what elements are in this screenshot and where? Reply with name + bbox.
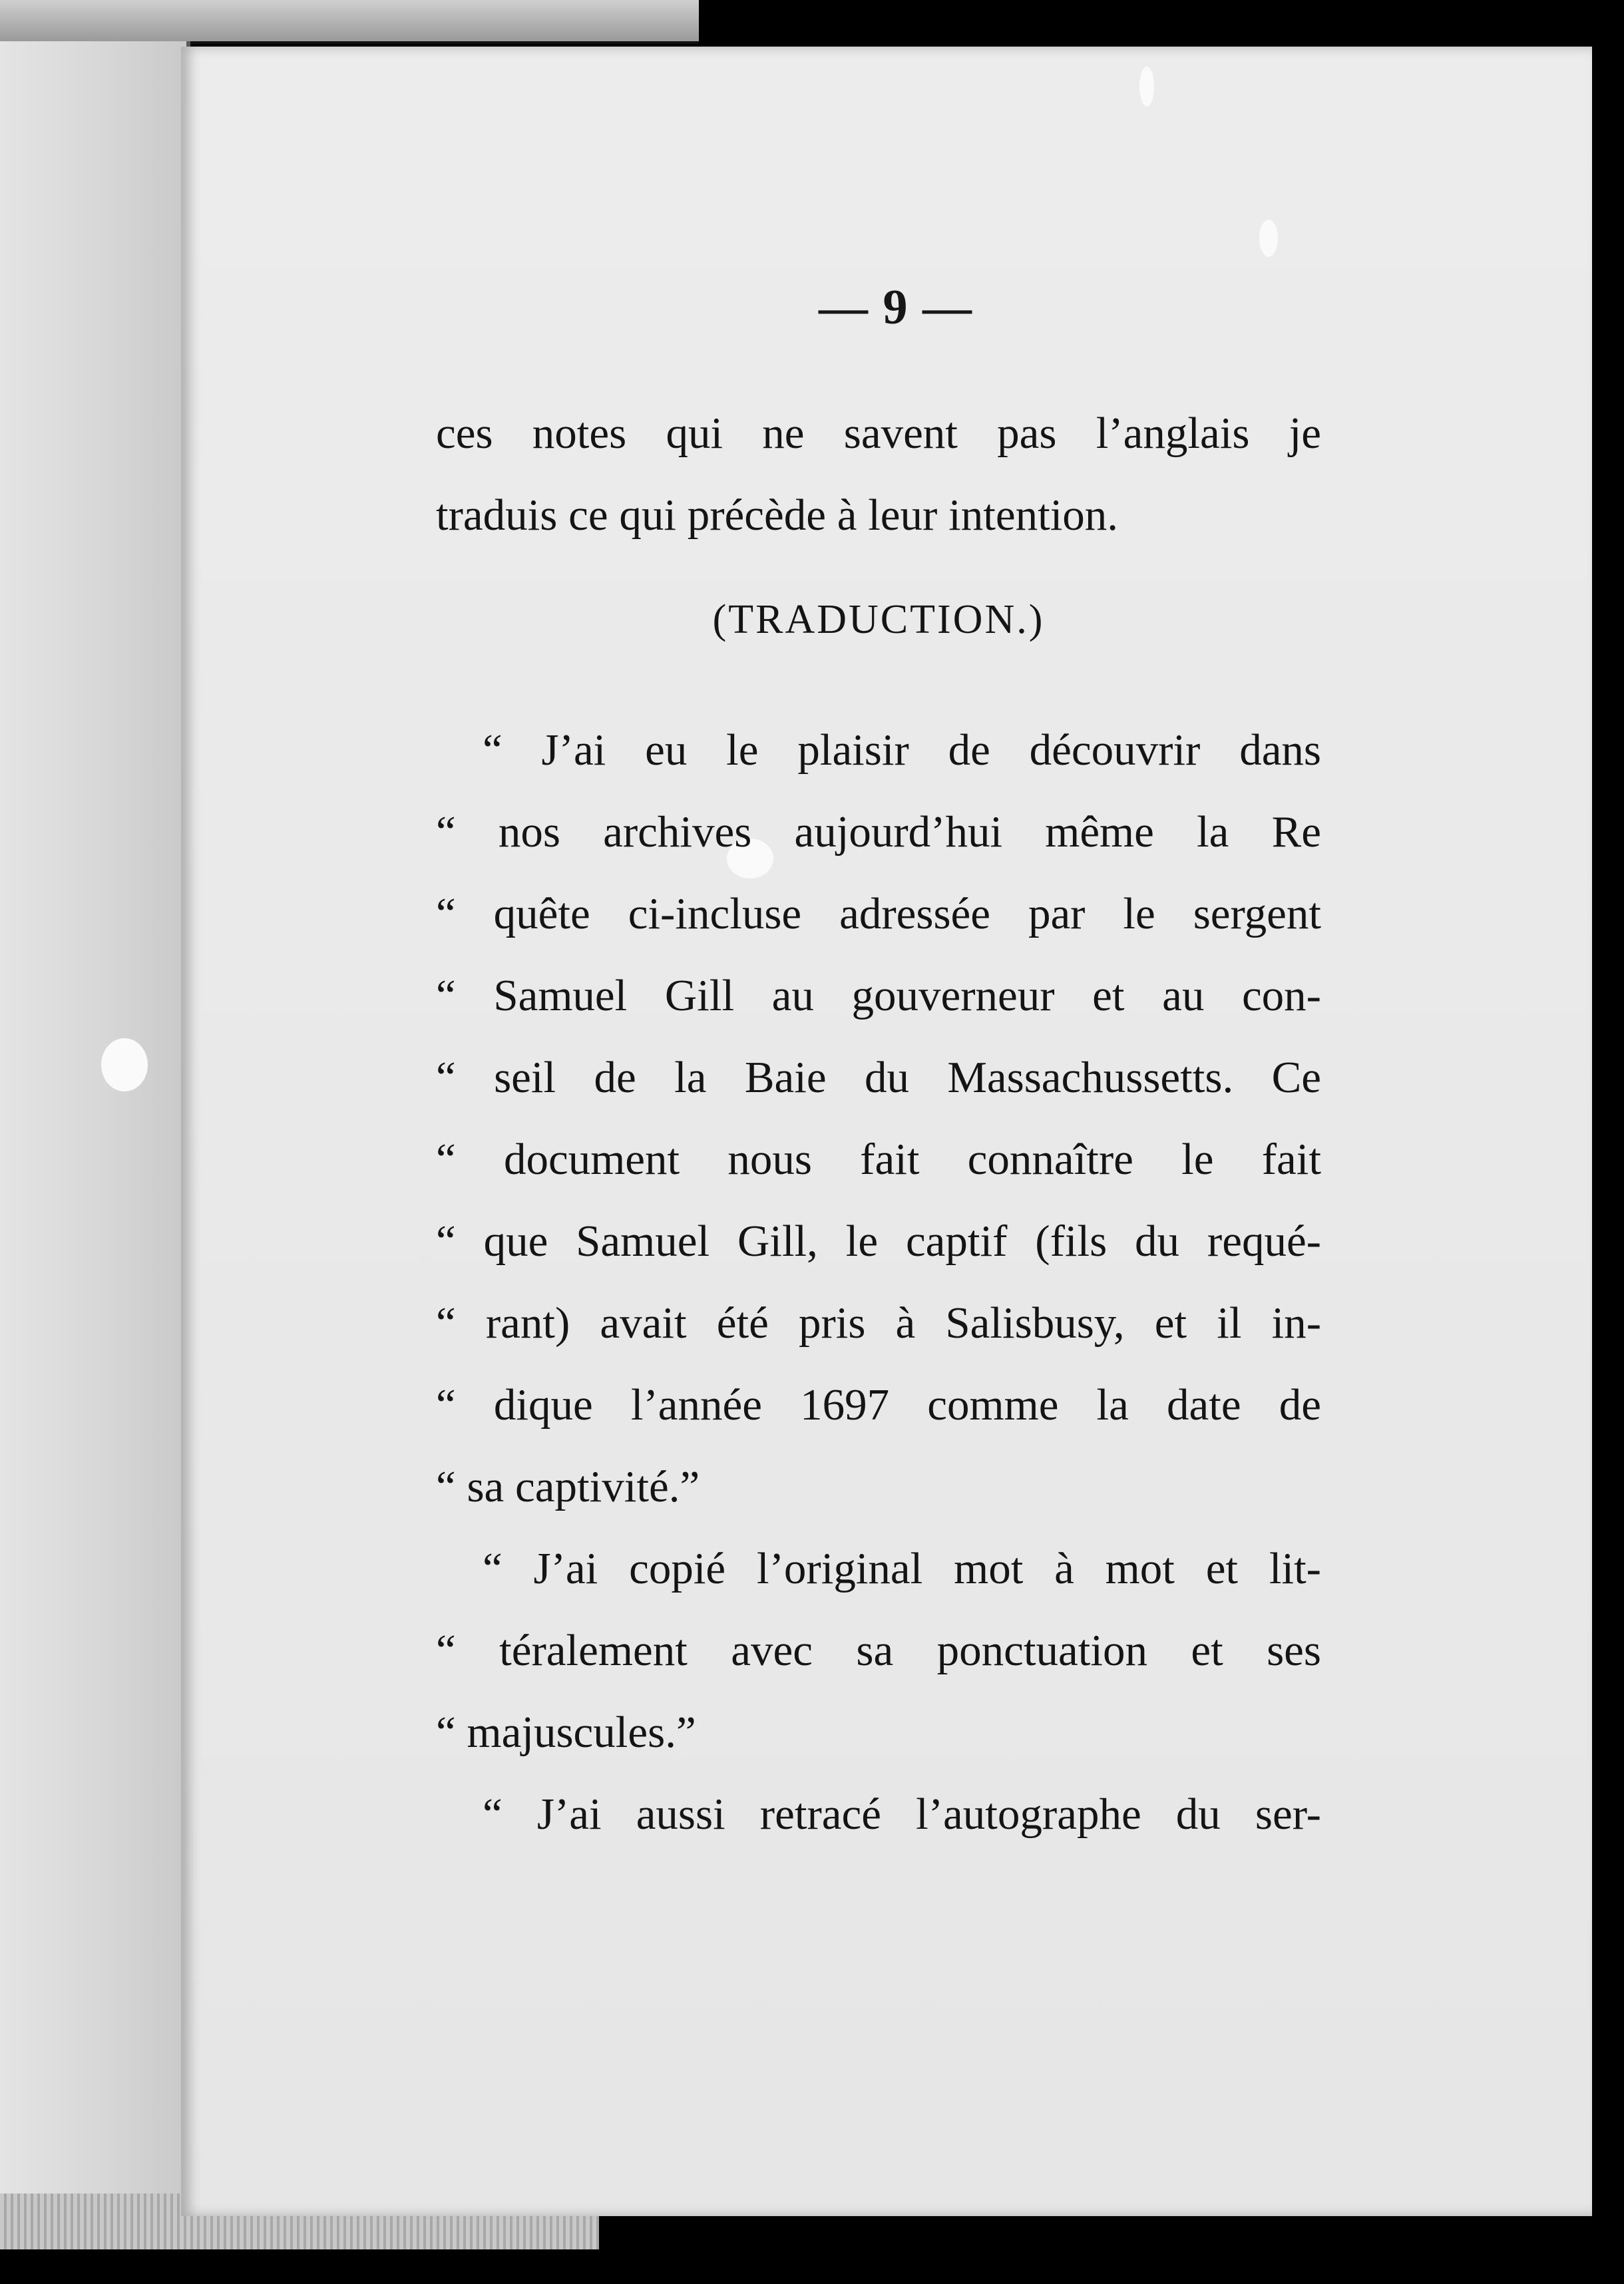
- facing-page-edge: [0, 41, 190, 2193]
- text-line: “ Samuel Gill au gouverneur et au con-: [436, 971, 1321, 1020]
- text-line: “ que Samuel Gill, le captif (fils du requé-: [436, 1217, 1321, 1266]
- text-line: “ majuscules.”: [436, 1708, 696, 1757]
- page-text: [436, 393, 1321, 1855]
- text-line: “ quête ci-incluse adressée par le sergent: [436, 889, 1321, 938]
- text-line: “ sa captivité.”: [436, 1462, 700, 1511]
- page-number: — 9 —: [819, 280, 973, 335]
- text-line: “ seil de la Baie du Massachussetts. Ce: [436, 1053, 1321, 1102]
- binding-top-strip: [0, 0, 699, 44]
- paper-speck: [1139, 67, 1154, 106]
- text-line: “ rant) avait été pris à Salisbusy, et il in-: [436, 1298, 1321, 1348]
- text-line: traduis ce qui précède à leur intention.: [436, 490, 1119, 540]
- text-line: “ nos archives aujourd’hui même la Re: [436, 807, 1321, 856]
- paper-speck: [101, 1038, 148, 1091]
- text-line: ces notes qui ne savent pas l’anglais je: [436, 409, 1321, 458]
- text-line: “ J’ai eu le plaisir de découvrir dans: [483, 725, 1321, 775]
- text-line: “ document nous fait connaître le fait: [436, 1135, 1321, 1184]
- paper-speck: [1259, 220, 1278, 257]
- text-line: “ J’ai copié l’original mot à mot et lit-: [483, 1544, 1321, 1593]
- text-line: “ dique l’année 1697 comme la date de: [436, 1380, 1321, 1429]
- text-line: “ J’ai aussi retracé l’autographe du ser-: [483, 1790, 1321, 1839]
- spacer: [436, 683, 1321, 709]
- text-line: “ téralement avec sa ponctuation et ses: [436, 1626, 1321, 1675]
- section-heading: (TRADUCTION.): [712, 597, 1045, 642]
